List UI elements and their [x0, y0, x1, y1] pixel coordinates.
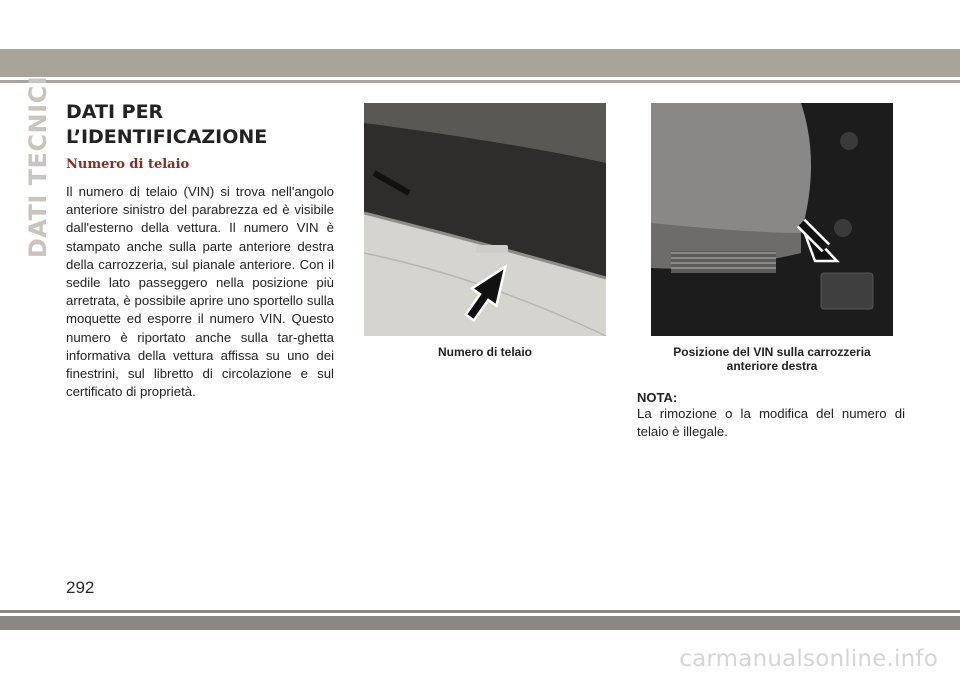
subsection-title: Numero di telaio	[66, 157, 190, 172]
header-band	[0, 49, 960, 77]
note-text: La rimozione o la modifica del numero di telaio è illegale.	[637, 406, 905, 439]
floor-vin-photo	[651, 103, 893, 336]
header-rule	[0, 80, 960, 83]
windshield-vin-photo	[364, 103, 606, 336]
note-label: NOTA:	[637, 390, 678, 405]
figure-caption-right-line1: Posizione del VIN sulla carrozzeria	[673, 345, 871, 359]
chapter-tab-label: DATI TECNICI	[24, 75, 53, 259]
footer-rule	[0, 610, 960, 613]
page-number: 292	[66, 578, 95, 597]
footer-band	[0, 616, 960, 630]
figure-caption-right	[636, 345, 908, 373]
watermark: carmanualsonline.info	[679, 646, 938, 672]
section-title	[66, 100, 336, 150]
body-paragraph: Il numero di telaio (VIN) si trova nell'angolo anteriore sinistro del parabrezza ed è visibile dall'esterno della vettura. Il numero VIN è stampato anche sulla parte anteriore destra della carrozzeria, sul pianale anteriore. Con il sedile lato passeggero nella posizione più arretrata, è possibile aprire uno sportello sulla moquette ed esporre il numero VIN. Questo numero è riportato anche sulla tar-ghetta informativa della vettura affissa su uno dei finestrini, sul libretto di circolazione e sul certificato di proprietà.	[66, 184, 334, 400]
section-title-line2: L’IDENTIFICAZIONE	[66, 126, 268, 148]
chapter-tab	[24, 75, 53, 259]
figure-caption-left: Numero di telaio	[437, 345, 532, 359]
section-title-line1: DATI PER	[66, 101, 164, 123]
figure-caption-right-line2: anteriore destra	[726, 359, 818, 373]
